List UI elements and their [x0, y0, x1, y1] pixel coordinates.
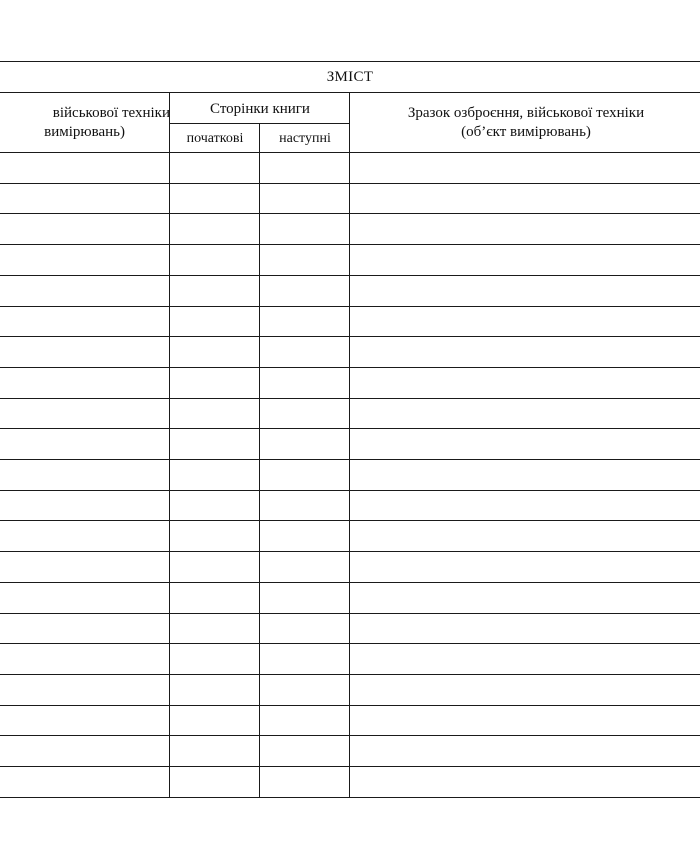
table-row-line	[0, 674, 700, 675]
table-row-line	[0, 306, 700, 307]
column-divider-middle	[259, 123, 260, 798]
left-column-header-line2: вимірювань)	[44, 124, 125, 140]
table-row-line	[0, 459, 700, 460]
table-row-line	[0, 428, 700, 429]
table-row-line	[0, 183, 700, 184]
pages-subheader-border	[170, 123, 350, 124]
table-row-line	[0, 643, 700, 644]
table-row-line	[0, 275, 700, 276]
table-row-line	[0, 244, 700, 245]
table-row-line	[0, 705, 700, 706]
table-row-line	[0, 582, 700, 583]
table-row-line	[0, 367, 700, 368]
header-bottom-border	[0, 152, 700, 153]
table-row-line	[0, 613, 700, 614]
form-title: ЗМІСТ	[326, 69, 374, 85]
left-column-header-line1: військової техніки	[52, 105, 170, 121]
pages-initial-header: початкові	[186, 131, 244, 146]
table-row-line	[0, 336, 700, 337]
table-row-line	[0, 735, 700, 736]
pages-header: Сторінки книги	[210, 101, 310, 117]
right-column-header-line2: (об’єкт вимірювань)	[461, 124, 591, 140]
table-row-line	[0, 213, 700, 214]
column-divider-left	[169, 92, 170, 798]
table-row-line	[0, 766, 700, 767]
table-row-line	[0, 490, 700, 491]
pages-next-header: наступні	[279, 131, 331, 146]
table-row-line	[0, 520, 700, 521]
column-divider-right	[349, 92, 350, 798]
table-row-line	[0, 398, 700, 399]
table-top-border	[0, 61, 700, 62]
table-row-line	[0, 797, 700, 798]
title-bottom-border	[0, 92, 700, 93]
right-column-header-line1: Зразок озброєння, військової техніки	[407, 105, 645, 121]
table-row-line	[0, 551, 700, 552]
